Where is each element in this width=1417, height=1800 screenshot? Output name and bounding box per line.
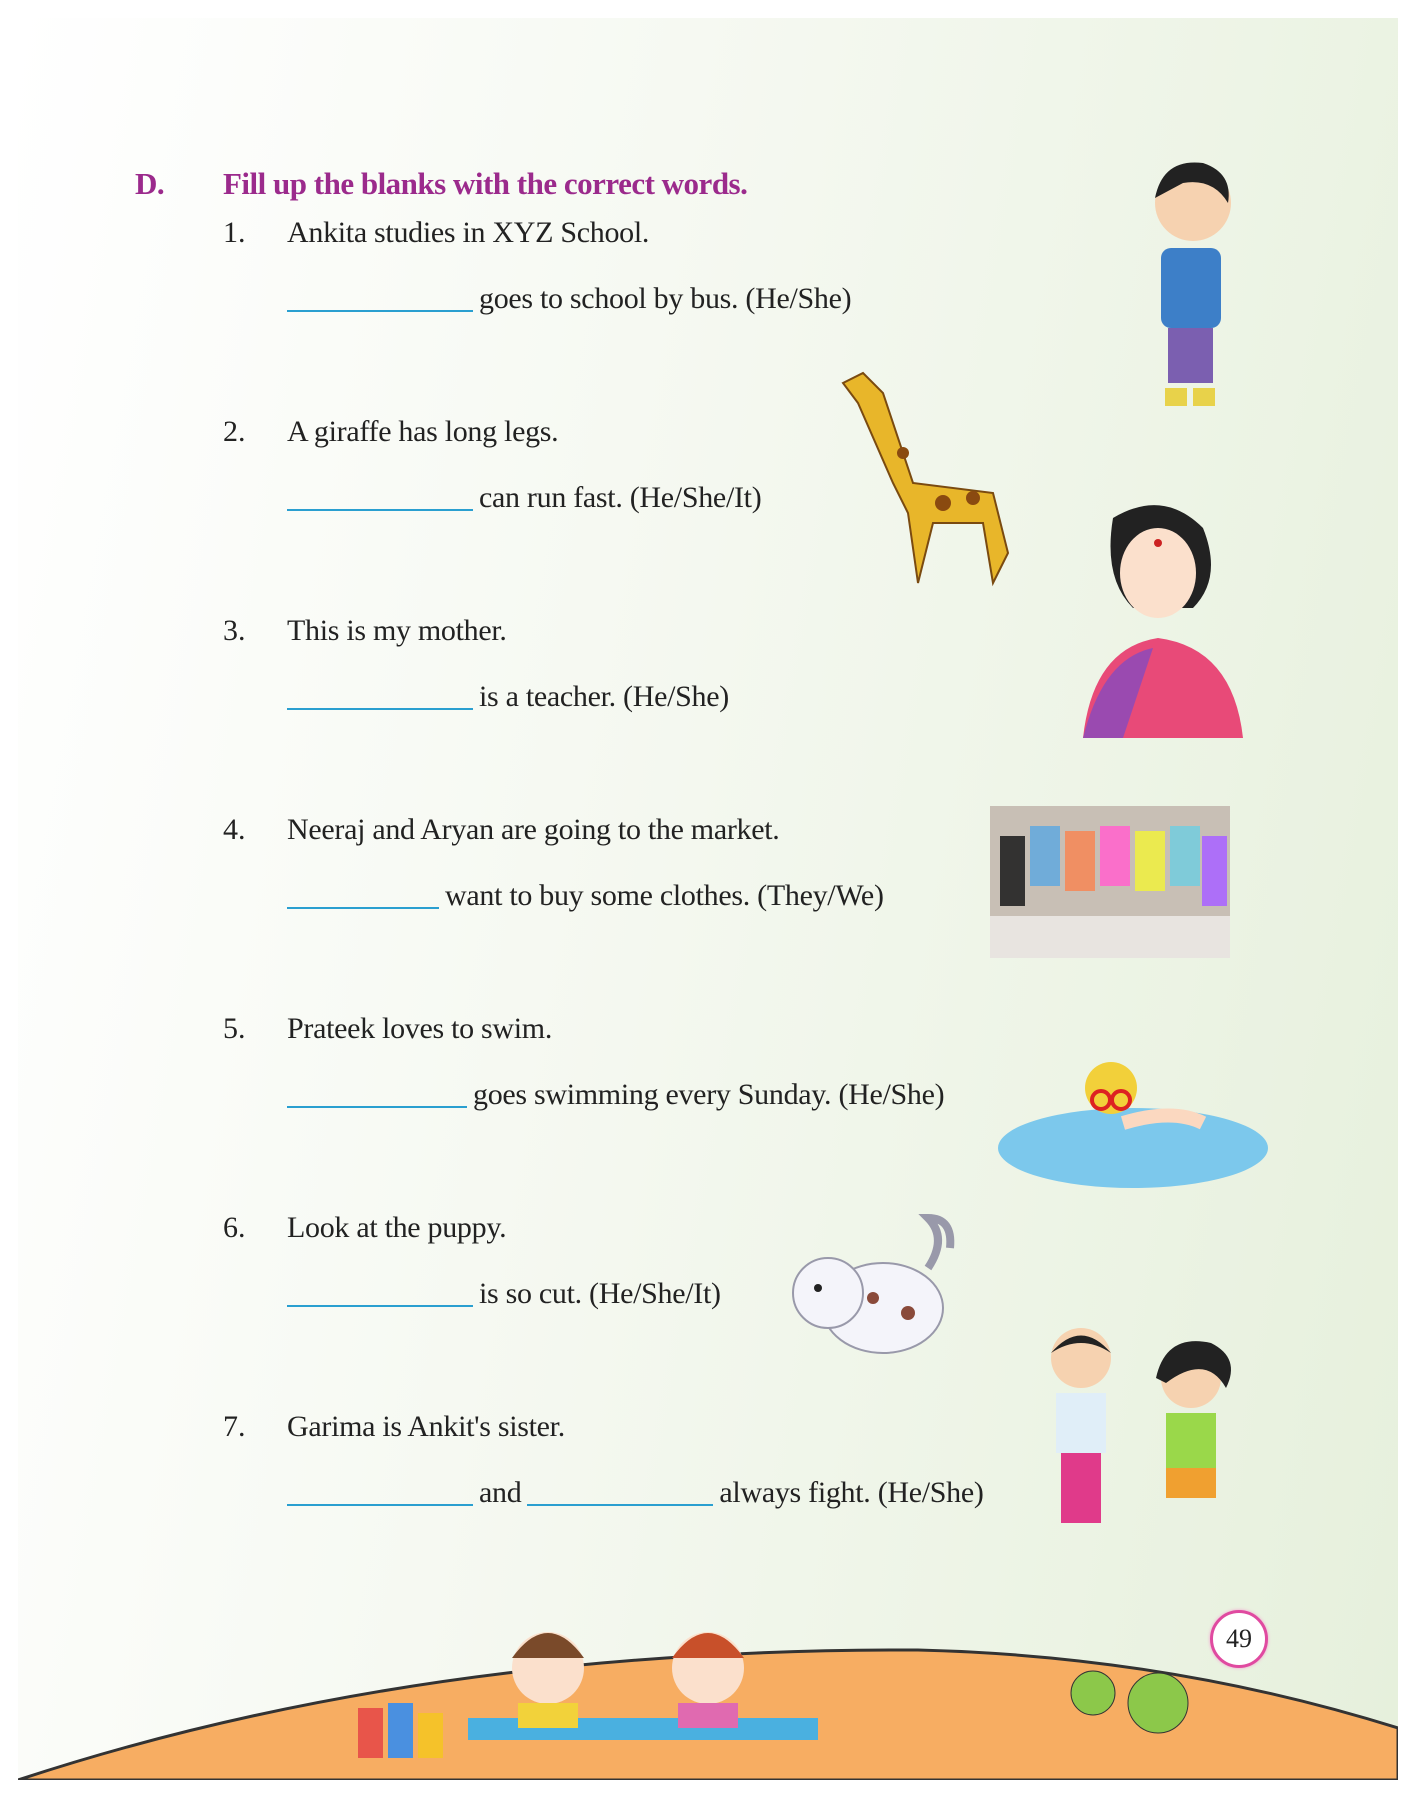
blank-field[interactable] [287,1106,467,1108]
answer-text: want to buy some clothes. (They/We) [445,879,884,912]
clothes-shop-photo [990,806,1230,958]
page-number: 49 [1210,1610,1268,1668]
swimming-boy-illustration [993,1038,1273,1198]
answer-line [287,481,761,515]
question-sentence: A giraffe has long legs. [287,415,559,448]
ground-illustration [18,1578,1398,1780]
answer-line [287,879,884,913]
answer-text: goes swimming every Sunday. (He/She) [473,1078,945,1111]
question-number: 3. [223,614,246,647]
worksheet-page [18,18,1398,1780]
answer-line [287,1277,721,1311]
brother-sister-illustration [1026,1318,1276,1558]
section-letter: D. [135,166,165,201]
blank-field[interactable] [287,907,439,909]
instruction-heading: Fill up the blanks with the correct words. [223,166,748,201]
answer-line [287,680,729,714]
blank-field[interactable] [287,509,473,511]
question-sentence: Look at the puppy. [287,1211,507,1244]
answer-text: always fight. (He/She) [719,1476,984,1509]
answer-line [287,1078,944,1112]
question-sentence: Garima is Ankit's sister. [287,1410,565,1443]
question-sentence: This is my mother. [287,614,507,647]
blank-field[interactable] [287,310,473,312]
question-sentence: Prateek loves to swim. [287,1012,553,1045]
puppy-illustration [778,1198,968,1398]
blank-field[interactable] [287,1504,473,1506]
question-number: 5. [223,1012,246,1045]
boy-illustration [1123,153,1253,423]
answer-text: goes to school by bus. (He/She) [479,282,852,315]
answer-line [287,282,851,316]
mother-illustration [1063,498,1263,738]
answer-line [287,1476,984,1510]
answer-text: can run fast. (He/She/It) [479,481,762,514]
answer-text: is a teacher. (He/She) [479,680,729,713]
question-number: 4. [223,813,246,846]
answer-and: and [479,1476,522,1509]
question-sentence: Neeraj and Aryan are going to the market. [287,813,780,846]
question-number: 1. [223,216,246,249]
giraffe-illustration [823,353,1023,593]
answer-text: is so cut. (He/She/It) [479,1277,721,1310]
blank-field[interactable] [287,708,473,710]
blank-field[interactable] [527,1504,713,1506]
blank-field[interactable] [287,1305,473,1307]
question-number: 6. [223,1211,246,1244]
question-sentence: Ankita studies in XYZ School. [287,216,650,249]
question-number: 2. [223,415,246,448]
question-number: 7. [223,1410,246,1443]
